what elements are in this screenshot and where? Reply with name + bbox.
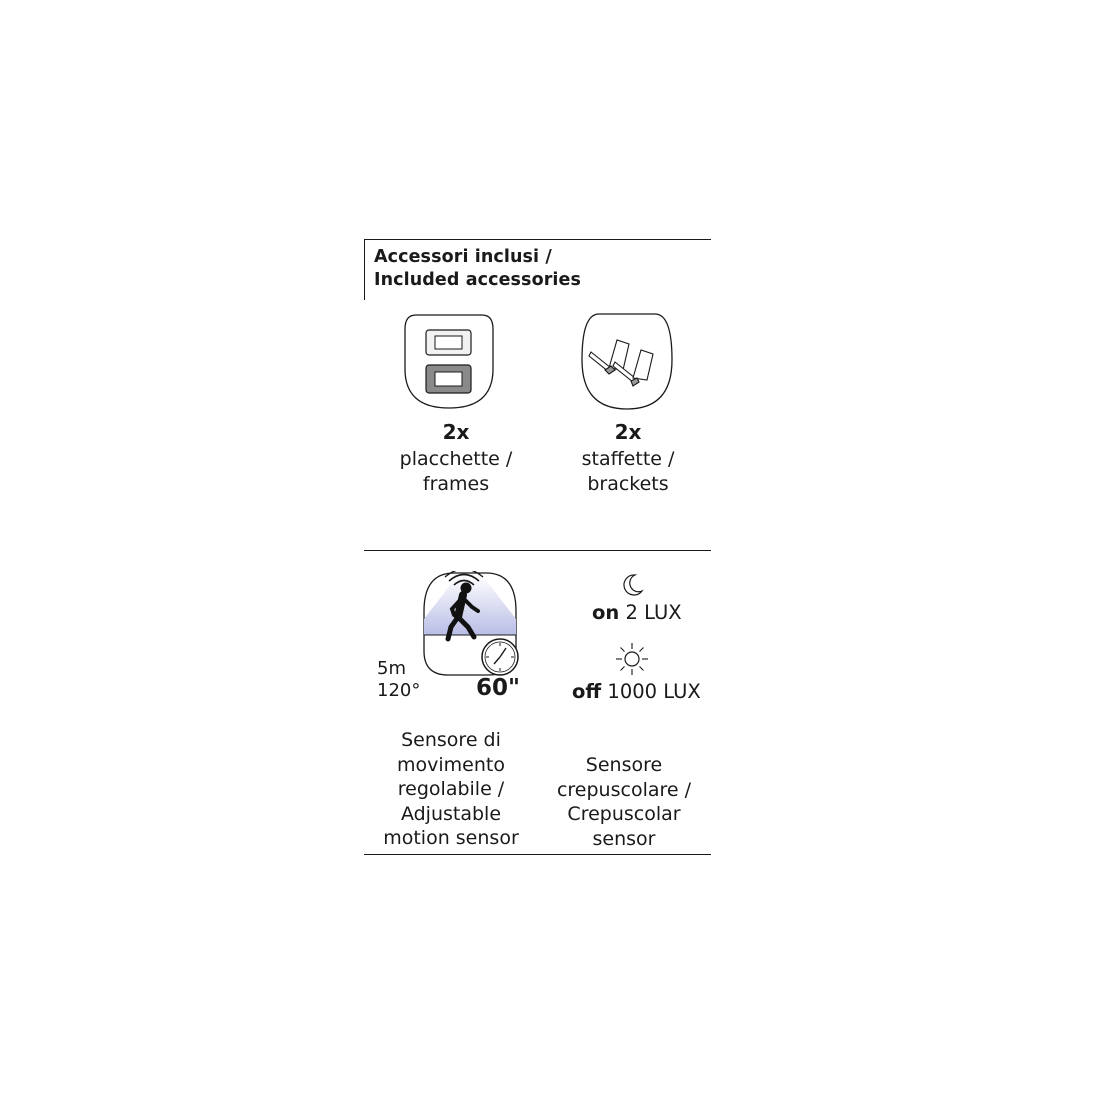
- motion-caption-line-1: Sensore di: [401, 729, 501, 751]
- section-heading: [374, 246, 581, 292]
- off-label: off: [572, 680, 602, 703]
- moon-icon: [621, 573, 645, 601]
- motion-caption-line-4: Adjustable: [400, 802, 502, 825]
- off-threshold: [572, 680, 701, 703]
- twilight-caption-line-2: crepuscolare /: [556, 778, 692, 801]
- on-threshold: [592, 601, 682, 624]
- motion-range: [377, 658, 420, 702]
- motion-caption-line-2: movimento: [397, 753, 505, 776]
- motion-timer: 60": [476, 675, 520, 701]
- motion-angle: 120°: [377, 680, 421, 701]
- brackets-label-en: brackets: [587, 472, 669, 495]
- twilight-sensor-caption: [540, 753, 708, 851]
- frames-label-en: frames: [422, 472, 490, 495]
- bottom-rule: [364, 854, 711, 855]
- twilight-caption-line-3: Crepuscolar: [567, 803, 681, 825]
- motion-sensor-icon: [418, 571, 522, 685]
- twilight-caption-line-4: sensor: [592, 827, 656, 850]
- header-left-rule: [364, 239, 365, 300]
- header-top-rule: [364, 239, 711, 240]
- motion-distance: 5m: [377, 658, 406, 679]
- frames-label-it: placchette /: [399, 448, 513, 470]
- brackets-label: [548, 447, 708, 496]
- frames-icon: [402, 311, 496, 415]
- motion-sensor-caption: [366, 728, 536, 851]
- sun-icon: [614, 641, 650, 681]
- brackets-quantity: 2x: [614, 420, 642, 444]
- section-divider: [364, 550, 711, 551]
- brackets-label-it: staffette /: [581, 448, 675, 470]
- on-label: on: [592, 601, 620, 624]
- heading-line-2: Included accessories: [374, 270, 582, 290]
- motion-caption-line-3: regolabile /: [397, 778, 505, 800]
- motion-caption-line-5: motion sensor: [383, 827, 519, 849]
- twilight-caption-line-1: Sensore: [585, 754, 663, 776]
- off-value: 1000 LUX: [607, 680, 701, 703]
- frames-quantity: 2x: [442, 420, 470, 444]
- heading-line-1: Accessori inclusi /: [374, 247, 552, 267]
- frames-label: [376, 447, 536, 496]
- on-value: 2 LUX: [625, 601, 682, 624]
- brackets-icon: [579, 310, 675, 416]
